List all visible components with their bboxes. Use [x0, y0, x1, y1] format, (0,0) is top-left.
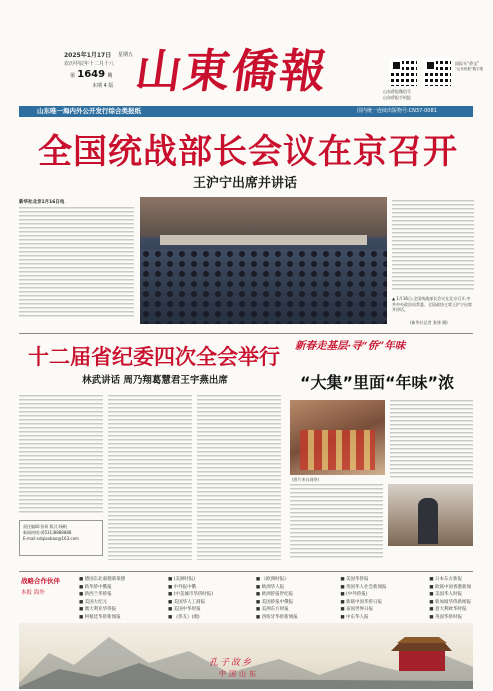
issue-suffix: 期: [107, 73, 113, 79]
index-item: ■ 日本东方新报: [429, 577, 462, 582]
index-item: ■ 美国华人工商报: [167, 599, 206, 605]
phone-line: 新闻热线:(0531)8888888: [23, 530, 72, 535]
index-item: ■ 美国华人时报: [429, 592, 462, 597]
masthead-banner: [19, 106, 473, 117]
lead-photo: [140, 197, 387, 324]
footer-top-rule: [19, 571, 473, 572]
page-count: 本期 4 版: [92, 83, 114, 89]
index-item: ■ 意大利欧华时报: [429, 607, 467, 612]
editor-line: 责任编辑:张妍 版式:杨帆: [23, 524, 67, 529]
index-item: ■ (美洲时报): [167, 577, 196, 582]
index-item: ■ 阿根廷华侨新闻报: [79, 614, 121, 620]
banner-right-text: 国内统一连续出版物号:CN37-0081: [357, 108, 437, 114]
banner-left-text: 山东唯一海内外公开发行综合类报纸: [37, 107, 141, 115]
index-col-4: [340, 576, 386, 626]
tagline-main: 孔子故乡: [209, 658, 254, 668]
lunar-date: 农历甲辰年十二月十八: [64, 61, 115, 67]
index-item: ■ 英国华人社会新闻报: [340, 584, 387, 590]
section-divider: [19, 333, 473, 334]
qr-caption-2: 山东侨报手机报: [383, 95, 411, 100]
editor-box: [19, 520, 103, 556]
index-item: ■ 新西兰华侨报: [79, 592, 112, 597]
vendor-figure: [418, 498, 438, 544]
index-item: ■ 泰国世界日报: [340, 607, 374, 612]
index-item: ■ 美国中华时报: [167, 607, 201, 612]
index-col-5: [429, 576, 471, 626]
index-item: ■ 澳大利亚华侨报: [79, 607, 117, 612]
index-item: ■ (中美城市华侨时报): [167, 592, 214, 597]
lead-subhead: 王沪宁出席并讲话: [192, 176, 297, 191]
index-item: ■ (中外侨报): [340, 592, 368, 597]
qr-caption-3: 国际头“侨宝”: [455, 61, 480, 66]
tagline-sub: 中国山东: [219, 670, 259, 678]
market-stall: [300, 430, 375, 470]
index-item: ■ 新联中国华侨日报: [340, 599, 383, 605]
index-item: ■ 新华侨中俄报: [79, 584, 112, 590]
lead-body-right: [392, 200, 474, 292]
footer: [19, 571, 473, 691]
feature-caption: (图片来自网络): [292, 477, 320, 482]
qr-code-mobile: [423, 58, 451, 86]
photo-backdrop: [140, 197, 387, 237]
publication-date: 2025年1月17日: [64, 52, 112, 59]
email-line: E-mail:sdqiaobao@163.com: [23, 536, 79, 541]
second-subhead: 林武讲话 周乃翔葛慧君王宇燕出席: [82, 375, 228, 386]
photo-audience: [140, 249, 387, 324]
photo-podium: [160, 235, 367, 245]
second-body-col3: [197, 395, 281, 560]
feature-photo-top: [290, 400, 385, 475]
masthead: [0, 0, 493, 106]
index-item: ■ 欧洲华人报: [255, 584, 285, 590]
index-item: ■ 美洲东方时报: [255, 607, 289, 612]
index-item: ■ 美国侨报中俄报: [255, 599, 294, 605]
index-item: ■ 美国大纪元: [79, 599, 108, 605]
index-item: ■ 欧联中国香港新闻: [429, 584, 471, 590]
index-col-1: [79, 576, 125, 626]
issue-number: 1649: [77, 69, 106, 80]
second-headline: 十二届省纪委四次全会举行: [28, 344, 280, 369]
feature-photo-bottom: [388, 484, 473, 546]
index-item: ■ 德国东北嘉德慕莱德: [79, 577, 126, 582]
feature-headline: “大集”里面“年味”浓: [300, 373, 455, 392]
photo-caption: ▲ 1月16日,全国统战部长会议在北京召开,中共中央政治局常委、全国政协主席王沪宁出席并讲话。: [392, 296, 472, 312]
index-item: ■ 欧洲侨报世纪报: [255, 592, 294, 597]
second-body-col2: [108, 395, 192, 560]
index-col-3: [256, 576, 298, 626]
issue-number-row: [70, 69, 112, 80]
masthead-title: 山東僑報: [132, 44, 332, 98]
index-item: ■ 英国华侨时报: [429, 614, 462, 620]
index-item: ■ 西班牙华侨新闻报: [255, 614, 298, 620]
qr-code-wechat: [389, 58, 417, 86]
index-item: ■ 新加坡华侨新闻报: [429, 599, 471, 605]
lead-dateline: 新华社北京1月16日电: [19, 200, 65, 205]
index-item: ■ 美国华侨报: [340, 577, 369, 582]
feature-column-banner: [289, 338, 473, 356]
index-col-2: [168, 576, 213, 626]
index-item: ■ 《欧洲时报》: [255, 577, 289, 582]
photo-credit: (新华社记者 张铎 摄): [410, 320, 448, 325]
partner-title: 战略合作伙伴: [21, 577, 60, 585]
feature-body-top: [390, 400, 473, 480]
footer-landscape: [19, 623, 473, 689]
qr-caption-4: “山东侨报”数字报: [455, 67, 484, 71]
weekday: 星期五: [118, 52, 134, 58]
lead-headline: 全国统战部长会议在京召开: [38, 132, 458, 172]
qr-caption-1: 山东侨报微信号: [383, 89, 411, 94]
lead-body-left: [19, 207, 134, 319]
issue-prefix: 第: [70, 73, 76, 79]
feature-column-tag: 新春走基层·寻“侨”年味: [295, 340, 406, 352]
index-item: ■ 中外报中俄: [167, 584, 197, 590]
feature-body-bottom: [290, 484, 383, 560]
partner-sub: 本报 海外: [21, 590, 45, 596]
index-item: ■ 《侨友》(澳): [167, 614, 200, 620]
partner-index: [79, 576, 471, 626]
second-body-col1: [19, 395, 103, 515]
index-item: ■ 中东华人报: [340, 614, 369, 620]
